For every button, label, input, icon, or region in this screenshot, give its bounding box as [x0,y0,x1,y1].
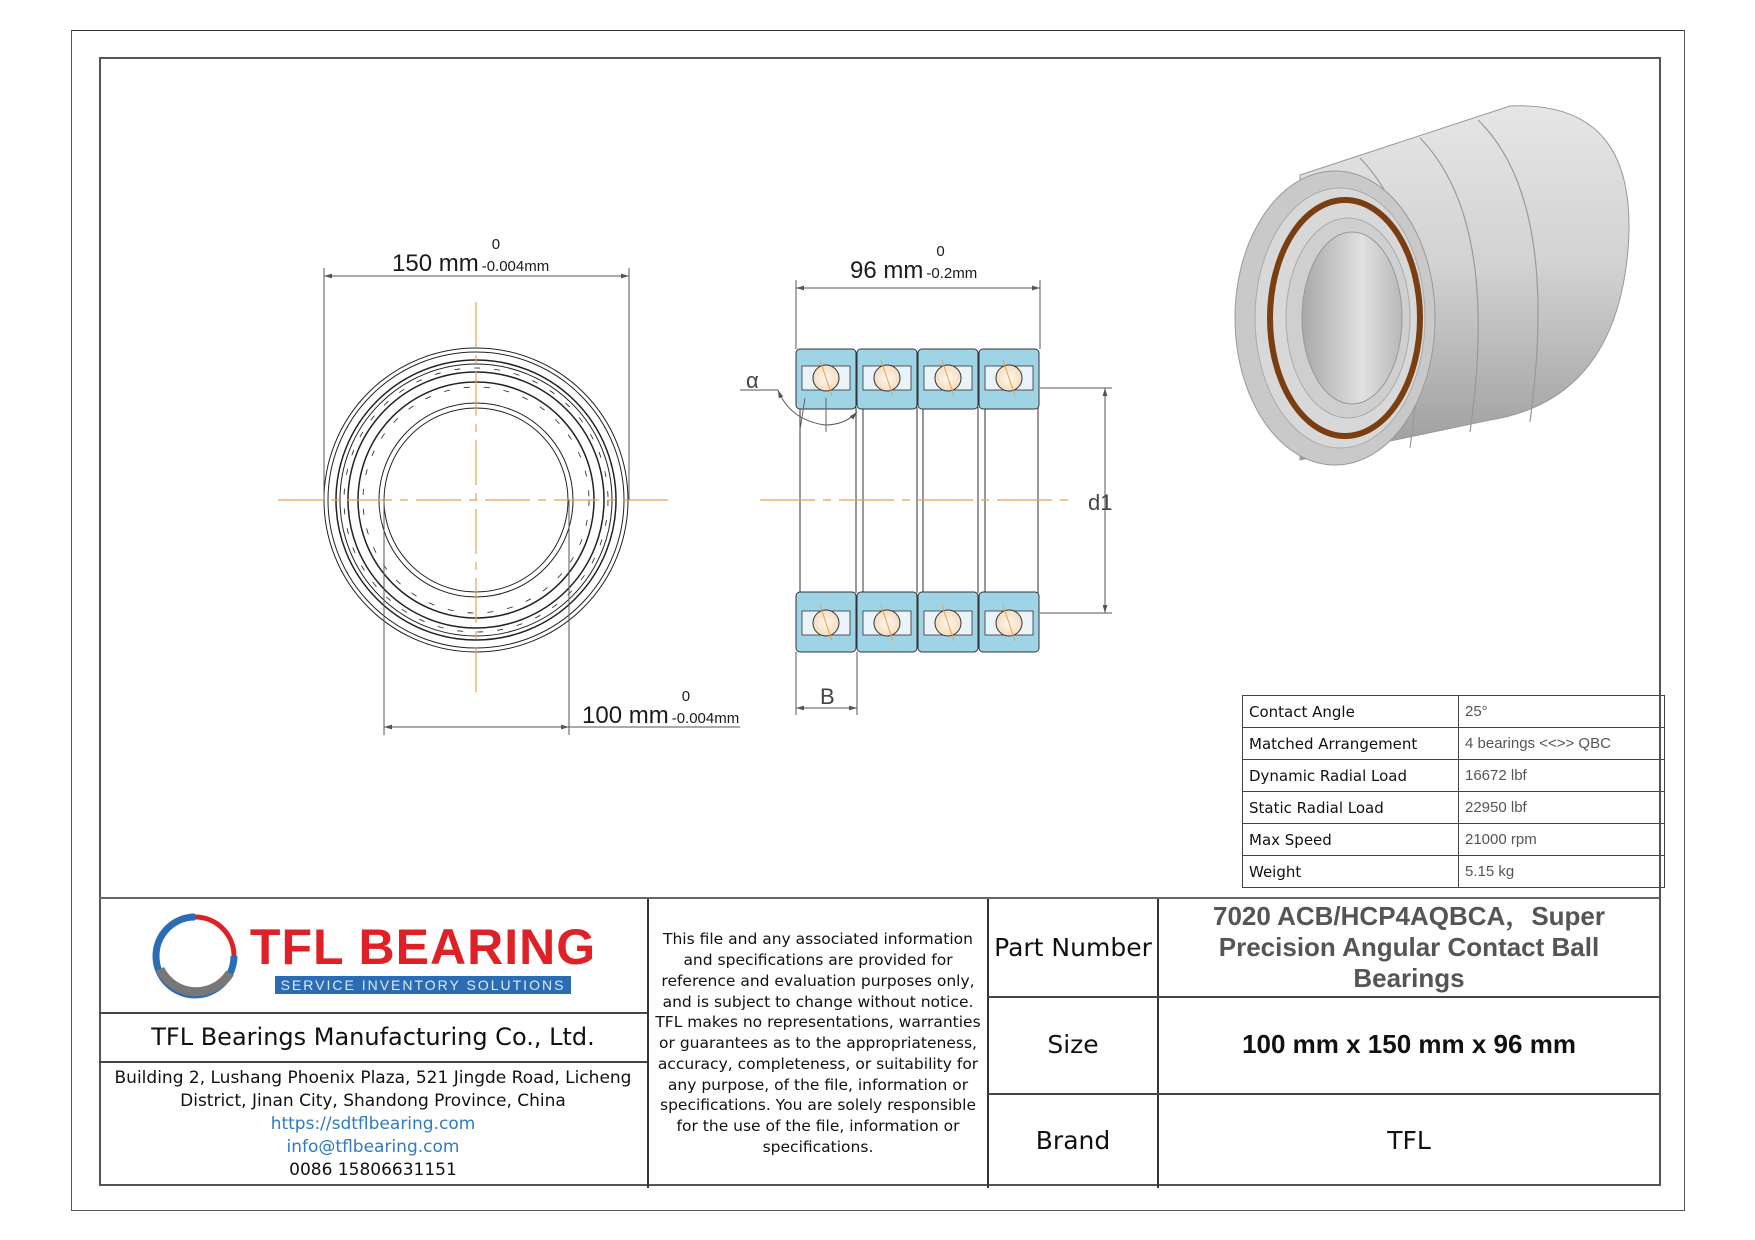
phone-number: 0086 15806631151 [289,1160,457,1180]
address-line-2: District, Jinan City, Shandong Province, China [180,1091,566,1111]
spec-row: Matched Arrangement 4 bearings <<>> QBC [1243,728,1665,760]
part-number-label: Part Number [994,933,1152,962]
spec-row: Weight 5.15 kg [1243,856,1665,888]
size-label: Size [1047,1030,1099,1059]
d1-label: d1 [1088,490,1113,515]
inner-diameter-dimension: 100 mm 0 -0.004mm [582,688,740,729]
company-name: TFL Bearings Manufacturing Co., Ltd. [151,1022,595,1051]
email-link[interactable]: info@tflbearing.com [286,1137,460,1157]
size-value: 100 mm x 150 mm x 96 mm [1242,1029,1576,1059]
contact-angle-label: α [746,368,759,393]
spec-table [1242,695,1665,888]
spec-row: Max Speed 21000 rpm [1243,824,1665,856]
disclaimer: This file and any associated information and specifications are provided for reference and evaluation purposes only, and is subject to change without notice. TFL makes no representations, warranties or guarantees as to the appropriateness, accuracy, completeness, or suitability for any purpose, of the file, information or specifications. You are solely responsible for the use of the file, information or specifications. [655,930,981,1157]
logo-ring-icon [150,911,240,1001]
address-line-1: Building 2, Lushang Phoenix Plaza, 521 Jingde Road, Licheng [114,1068,632,1088]
b-width-label: B [820,684,835,709]
brand-value: TFL [1387,1126,1431,1155]
spec-row: Contact Angle 25° [1243,696,1665,728]
spec-row: Dynamic Radial Load 16672 lbf [1243,760,1665,792]
spec-row: Static Radial Load 22950 lbf [1243,792,1665,824]
company-contact [99,1061,647,1188]
part-number-value: 7020 ACB/HCP4AQBCA，Super Precision Angular Contact Ball Bearings [1212,901,1606,993]
width-dimension: 96 mm 0 -0.2mm [850,243,978,284]
outer-diameter-dimension: 150 mm 0 -0.004mm [392,236,550,277]
website-link[interactable]: https://sdtflbearing.com [270,1114,476,1134]
company-logo: TFL BEARING SERVICE INVENTORY SOLUTIONS [99,899,647,1012]
title-block [99,897,1659,1188]
brand-label: Brand [1035,1126,1111,1155]
side-view [740,280,1112,715]
bearing-3d-render [1235,106,1629,465]
